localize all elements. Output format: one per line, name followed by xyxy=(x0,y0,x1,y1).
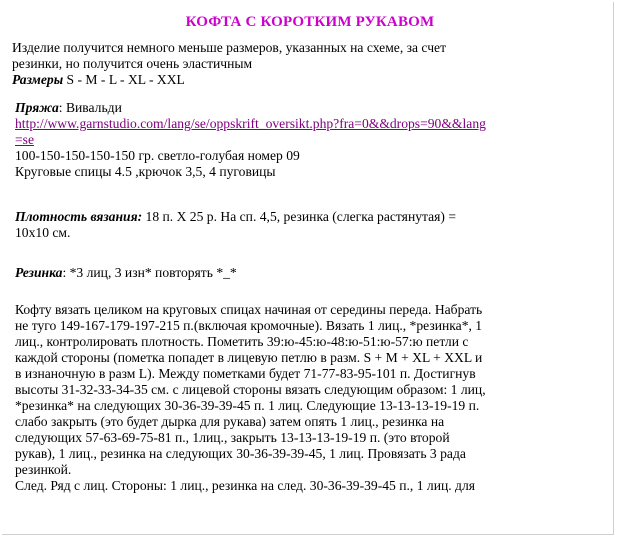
sizes-label: Размеры xyxy=(12,72,64,87)
ribbing-value: : *3 лиц, 3 изн* повторять *_* xyxy=(62,265,237,280)
page-title: КОФТА С КОРОТКИМ РУКАВОМ xyxy=(185,14,435,30)
body-line: След. Ряд с лиц. Стороны: 1 лиц., резинка на след. 30-36-39-39-45 п., 1 лиц. для xyxy=(15,478,475,493)
ribbing-line xyxy=(15,265,237,281)
ribbing-label: Резинка xyxy=(15,265,63,280)
density-line-1 xyxy=(15,209,456,225)
pattern-link-line-1[interactable]: http://www.garnstudio.com/lang/se/oppskrift_oversikt.php?fra=0&&drops=90&&lang xyxy=(15,116,486,131)
instructions-section xyxy=(15,302,486,494)
intro-line-2: резинки, но получится очень эластичным xyxy=(12,56,253,71)
yarn-section xyxy=(15,100,486,180)
density-label: Плотность вязания: xyxy=(15,209,143,224)
density-value: 18 п. Х 25 р. На сп. 4,5, резинка (слегка растянутая) = xyxy=(142,209,456,224)
yarn-amount: 100-150-150-150-150 гр. светло-голубая номер 09 xyxy=(15,148,300,163)
sizes-value: S - M - L - XL - XXL xyxy=(63,72,185,87)
body-line: каждой стороны (пометка попадет в лицевую петлю в разм. S + M + XL + XXL и xyxy=(15,350,483,365)
body-line: лиц., контролировать плотность. Пометить 39:ю-45:ю-48:ю-51:ю-57:ю петли с xyxy=(15,334,469,349)
yarn-line xyxy=(15,100,486,116)
body-line: *резинка* на следующих 30-36-39-39-45 п. 1 лиц. Следующие 13-13-13-19-19 п. xyxy=(15,398,480,413)
body-line: не туго 149-167-179-197-215 п.(включая кромочные). Вязать 1 лиц., *резинка*, 1 xyxy=(15,318,483,333)
body-line: Кофту вязать целиком на круговых спицах начиная от середины переда. Набрать xyxy=(15,302,483,317)
body-line: резинкой. xyxy=(15,462,72,477)
body-line: следующих 57-63-69-75-81 п., 1лиц., закрыть 13-13-13-19-19 п. (это второй xyxy=(15,430,450,445)
yarn-value: : Вивальди xyxy=(58,100,122,115)
pattern-link-line-2[interactable]: =se xyxy=(15,132,34,147)
density-section xyxy=(15,209,456,241)
intro-line-1: Изделие получится немного меньше размеров, указанных на схеме, за счет xyxy=(12,40,447,55)
intro-section xyxy=(12,40,446,88)
body-line: рукав), 1 лиц., резинка на следующих 30-36-39-39-45, 1 лиц. Провязать 3 рада xyxy=(15,446,466,461)
yarn-tools: Круговые спицы 4.5 ,крючок 3,5, 4 пуговицы xyxy=(15,164,276,179)
body-line: слабо закрыть (это будет дырка для рукава) затем опять 1 лиц., резинка на xyxy=(15,414,445,429)
body-line: высоты 31-32-33-34-35 см. с лицевой стороны вязать следующим образом: 1 лиц, xyxy=(15,382,486,397)
body-line: в изнаночную в разм L). Между пометками будет 71-77-83-95-101 п. Достигнув xyxy=(15,366,476,381)
density-line-2: 10х10 см. xyxy=(15,225,71,240)
ribbing-section xyxy=(15,265,237,281)
yarn-label: Пряжа xyxy=(15,100,59,115)
sizes-line xyxy=(12,72,446,88)
